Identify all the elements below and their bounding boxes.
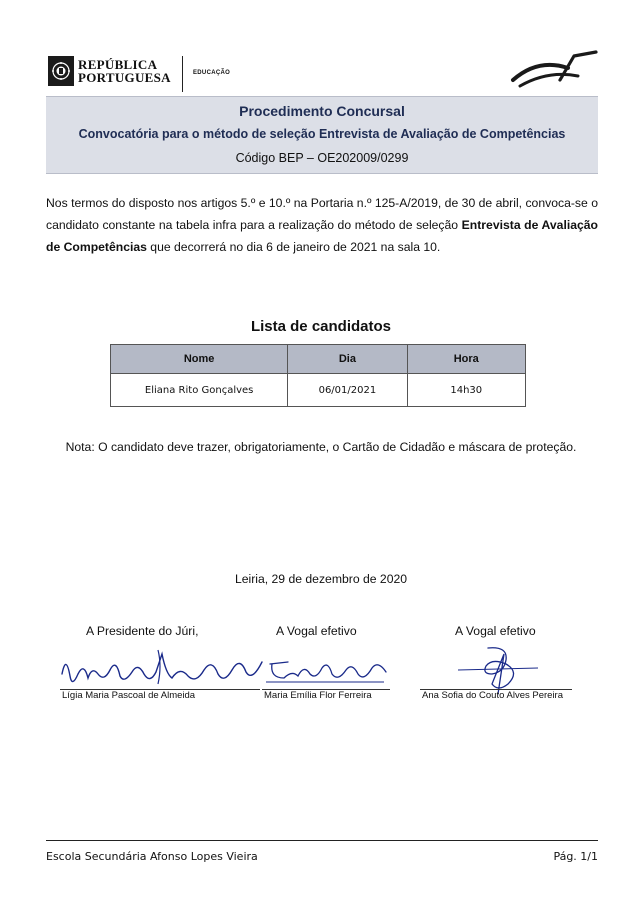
candidates-table <box>110 344 526 407</box>
paragraph-text-2: que decorrerá no dia 6 de janeiro de 2021 na sala 10. <box>146 240 441 254</box>
document-subtitle: Convocatória para o método de seleção Entrevista de Avaliação de Competências <box>78 127 566 141</box>
footer-school-name: Escola Secundária Afonso Lopes Vieira <box>46 850 258 863</box>
convocation-paragraph <box>46 192 598 258</box>
footer-page-number: Pág. 1/1 <box>553 850 598 863</box>
cell-dia: 06/01/2021 <box>288 374 407 407</box>
column-header-nome: Nome <box>111 345 288 374</box>
candidates-list-title: Lista de candidatos <box>250 318 392 335</box>
signature-president <box>58 644 268 694</box>
government-name-line2: PORTUGUESA <box>78 70 171 85</box>
government-name-line1: REPÚBLICA <box>78 57 158 72</box>
signatory-role-vogal-1: A Vogal efetivo <box>276 624 357 638</box>
cell-hora: 14h30 <box>407 374 525 407</box>
header-divider <box>182 56 183 92</box>
table-header-row <box>111 345 526 374</box>
title-box <box>46 96 598 174</box>
column-header-dia: Dia <box>288 345 407 374</box>
document-title: Procedimento Concursal <box>239 103 405 119</box>
paragraph-text-1: Nos termos do disposto nos artigos 5.º e 10.º na Portaria n.º 125-A/2019, de 30 de abril, convoca-se o candidato constante na tabela infra para a realização do método de seleção <box>46 196 598 232</box>
note-text: Nota: O candidato deve trazer, obrigatoriamente, o Cartão de Cidadão e máscara de proteção. <box>65 440 577 454</box>
footer-divider <box>46 840 598 841</box>
paragraph-bold-method: Entrevista de Avaliação de Competências <box>46 218 598 254</box>
signatory-name-vogal-1: Maria Emília Flor Ferreira <box>264 690 372 701</box>
signatory-role-vogal-2: A Vogal efetivo <box>455 624 536 638</box>
table-row <box>111 374 526 407</box>
document-code: Código BEP – OE202009/0299 <box>235 151 409 165</box>
cell-nome: Eliana Rito Gonçalves <box>111 374 288 407</box>
place-date: Leiria, 29 de dezembro de 2020 <box>234 572 408 586</box>
signature-vogal-1 <box>262 644 392 688</box>
signatory-role-president: A Presidente do Júri, <box>86 624 199 638</box>
department-label: EDUCAÇÃO <box>193 70 231 76</box>
republica-portuguesa-emblem-icon <box>48 56 74 86</box>
government-name <box>78 58 171 84</box>
signatory-name-vogal-2: Ana Sofia do Couto Alves Pereira <box>422 690 564 701</box>
school-logo-icon <box>508 50 598 90</box>
signatory-name-president: Lígia Maria Pascoal de Almeida <box>62 690 196 701</box>
column-header-hora: Hora <box>407 345 525 374</box>
